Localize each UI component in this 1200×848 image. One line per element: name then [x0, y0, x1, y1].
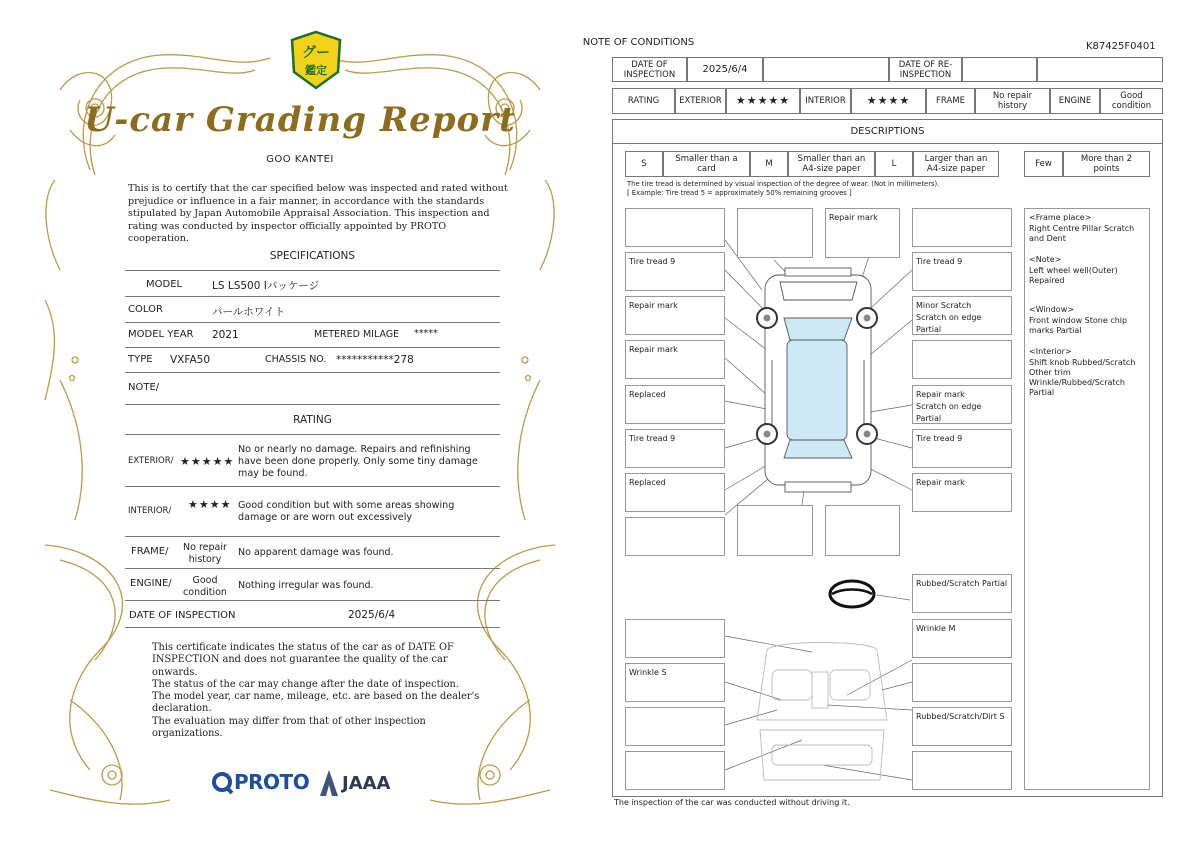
steering-wheel-icon [830, 581, 874, 607]
damage-box [625, 619, 725, 658]
damage-box-left-repair-1: Repair mark [625, 296, 725, 335]
damage-box [625, 208, 725, 247]
damage-box-right-repair-rear: Repair mark [912, 473, 1012, 512]
report-title: U-car Grading Report [84, 100, 516, 140]
tire-example: [ Example: Tire tread 5 = approximately 50% remaining grooves ] [627, 189, 852, 197]
interior-stars: ★★★★ [851, 88, 926, 114]
damage-box-right-repair-scratch: Repair mark Scratch on edge Partial [912, 385, 1012, 424]
divider [125, 322, 500, 323]
sheet-title: NOTE OF CONDITIONS [582, 37, 695, 48]
engine-label: ENGINE [1050, 88, 1100, 114]
legend-text-l: Larger than an A4-size paper [913, 151, 999, 177]
type-label: TYPE [128, 354, 153, 365]
svg-text:グー: グー [302, 45, 330, 61]
model-value: LS LS500 Iパッケージ [212, 280, 320, 292]
footer-line: The model year, car name, mileage, etc. are based on the dealer's declaration. [152, 691, 480, 715]
divider [125, 600, 500, 601]
damage-box-left-tire-rear: Tire tread 9 [625, 429, 725, 468]
window-text: Front window Stone chip marks Partial [1029, 316, 1128, 335]
chassis-value: ***********278 [336, 354, 414, 366]
footer-line: The evaluation may differ from that of other inspection organizations. [152, 715, 426, 740]
damage-box [912, 751, 1012, 790]
interior-label: INTERIOR/ [128, 506, 172, 516]
frame-label: FRAME/ [131, 546, 169, 557]
rating-heading: RATING [293, 414, 332, 426]
divider [125, 434, 500, 435]
tire-note: The tire tread is determined by visual inspection of the degree of wear. (Not in millimeters). [627, 180, 940, 188]
engine-value: Good condition [183, 575, 227, 598]
model-year-value: 2021 [212, 329, 239, 341]
jaaa-mark-icon [318, 769, 340, 797]
type-value: VXFA50 [170, 354, 210, 366]
divider [125, 347, 500, 348]
legend-text-m: Smaller than an A4-size paper [788, 151, 875, 177]
chassis-label: CHASSIS NO. [265, 354, 327, 365]
legend-text-s: Smaller than a card [663, 151, 750, 177]
damage-box-right-minor-scratch: Minor Scratch Scratch on edge Partial [912, 296, 1012, 335]
note-label: NOTE/ [128, 382, 160, 393]
frame-place-text: Right Centre Pillar Scratch and Dent [1029, 224, 1135, 243]
interior-stars: ★★★★ [188, 498, 232, 511]
interior-text: Shift knob Rubbed/Scratch Other trim Wrinkle/Rubbed/Scratch Partial [1029, 358, 1136, 397]
exterior-stars: ★★★★★ [180, 455, 235, 468]
divider [125, 404, 500, 405]
engine-description: Nothing irregular was found. [238, 580, 374, 591]
damage-box-right-tire-front: Tire tread 9 [912, 252, 1012, 291]
reinspection-blank [1037, 57, 1163, 82]
damage-box-rubbed-dirt: Rubbed/Scratch/Dirt S [912, 707, 1012, 746]
damage-box [737, 505, 813, 556]
divider [125, 372, 500, 373]
exterior-description: No or nearly no damage. Repairs and refinishing have been done properly. Only some tiny damage may be found. [238, 444, 478, 479]
notes-panel [1024, 208, 1150, 790]
reinspection-value [962, 57, 1037, 82]
damage-box-left-tire-front: Tire tread 9 [625, 252, 725, 291]
damage-box-left-repair-2: Repair mark [625, 340, 725, 379]
frame-value: No repair history [183, 542, 227, 565]
date-inspection-label: DATE OF INSPECTION [612, 57, 687, 82]
date-inspection-value: 2025/6/4 [687, 57, 763, 82]
window-heading: <Window> [1029, 305, 1074, 314]
metered-milage-label: METERED MILAGE [314, 329, 400, 340]
legend-code-few: Few [1024, 151, 1063, 177]
sheet-footer: The inspection of the car was conducted without driving it. [614, 798, 850, 807]
damage-box [912, 663, 1012, 702]
exterior-stars: ★★★★★ [726, 88, 800, 114]
damage-box-left-replaced-2: Replaced [625, 473, 725, 512]
date-of-inspection-value: 2025/6/4 [348, 609, 396, 621]
damage-box [625, 517, 725, 556]
date-inspection-blank [763, 57, 889, 82]
divider [125, 627, 500, 628]
interior-label: INTERIOR [800, 88, 851, 114]
frame-value: No repair history [975, 88, 1050, 114]
damage-box-right-tire-rear: Tire tread 9 [912, 429, 1012, 468]
divider [125, 486, 500, 487]
interior-description: Good condition but with some areas showing damage or are worn out excessively [238, 500, 455, 523]
jaaa-logo [318, 768, 398, 800]
descriptions-heading: DESCRIPTIONS [612, 119, 1163, 144]
divider [125, 296, 500, 297]
proto-logo [212, 768, 312, 800]
interior-heading: <Interior> [1029, 347, 1072, 356]
color-label: COLOR [128, 304, 163, 315]
metered-milage-value: ***** [414, 328, 438, 339]
color-value: パールホワイト [212, 306, 285, 318]
report-subtitle: GOO KANTEI [266, 154, 334, 165]
exterior-label: EXTERIOR/ [128, 456, 174, 466]
svg-text:鑑定: 鑑定 [305, 64, 327, 77]
sheet-title-wrap [0, 37, 1200, 48]
date-of-inspection-label: DATE OF INSPECTION [129, 610, 236, 621]
frame-place-heading: <Frame place> [1029, 213, 1092, 222]
model-year-label: MODEL YEAR [128, 329, 194, 340]
legend-code-m: M [750, 151, 788, 177]
damage-box [625, 707, 725, 746]
footer-line: The status of the car may change after the date of inspection. [152, 678, 459, 690]
proto-mark-icon [212, 771, 234, 795]
damage-box [737, 208, 813, 258]
frame-description: No apparent damage was found. [238, 547, 394, 558]
exterior-label: EXTERIOR [675, 88, 726, 114]
divider [125, 568, 500, 569]
jaaa-logo-text: JAAA [342, 773, 391, 794]
damage-box-wrinkle-m: Wrinkle M [912, 619, 1012, 658]
damage-box-top-right: Repair mark [825, 208, 900, 258]
divider [125, 536, 500, 537]
damage-box-wrinkle-s: Wrinkle S [625, 663, 725, 702]
legend-code-s: S [625, 151, 663, 177]
engine-label: ENGINE/ [130, 578, 172, 589]
damage-box [912, 208, 1012, 247]
damage-box [912, 340, 1012, 379]
sheet-code: K87425F0401 [1086, 41, 1156, 52]
reinspection-label: DATE OF RE-INSPECTION [889, 57, 962, 82]
footer-line: This certificate indicates the status of the car as of DATE OF INSPECTION and does not guarantee the quality of the car onwards. [152, 642, 454, 678]
proto-logo-text: PROTO [234, 770, 310, 794]
damage-box [625, 751, 725, 790]
legend-text-few: More than 2 points [1063, 151, 1150, 177]
note-text: Left wheel well(Outer) Repaired [1029, 266, 1118, 285]
frame-label: FRAME [926, 88, 975, 114]
divider [125, 270, 500, 271]
specifications-heading: SPECIFICATIONS [269, 250, 356, 262]
damage-box-left-replaced-1: Replaced [625, 385, 725, 424]
rating-label: RATING [612, 88, 675, 114]
damage-box [825, 505, 900, 556]
certificate-footer [152, 642, 482, 740]
legend-code-l: L [875, 151, 913, 177]
damage-box-steering: Rubbed/Scratch Partial [912, 574, 1012, 613]
engine-value: Good condition [1100, 88, 1163, 114]
model-label: MODEL [146, 279, 183, 290]
certificate-intro: This is to certify that the car specified below was inspected and rated without prejudice or influence in a fair manner, in accordance with the standards stipulated by Japan Automobile Appraisal Association. This inspection and rating was conducted by inspector officially appointed by PROTO cooperation. [128, 183, 508, 244]
note-heading: <Note> [1029, 255, 1062, 264]
